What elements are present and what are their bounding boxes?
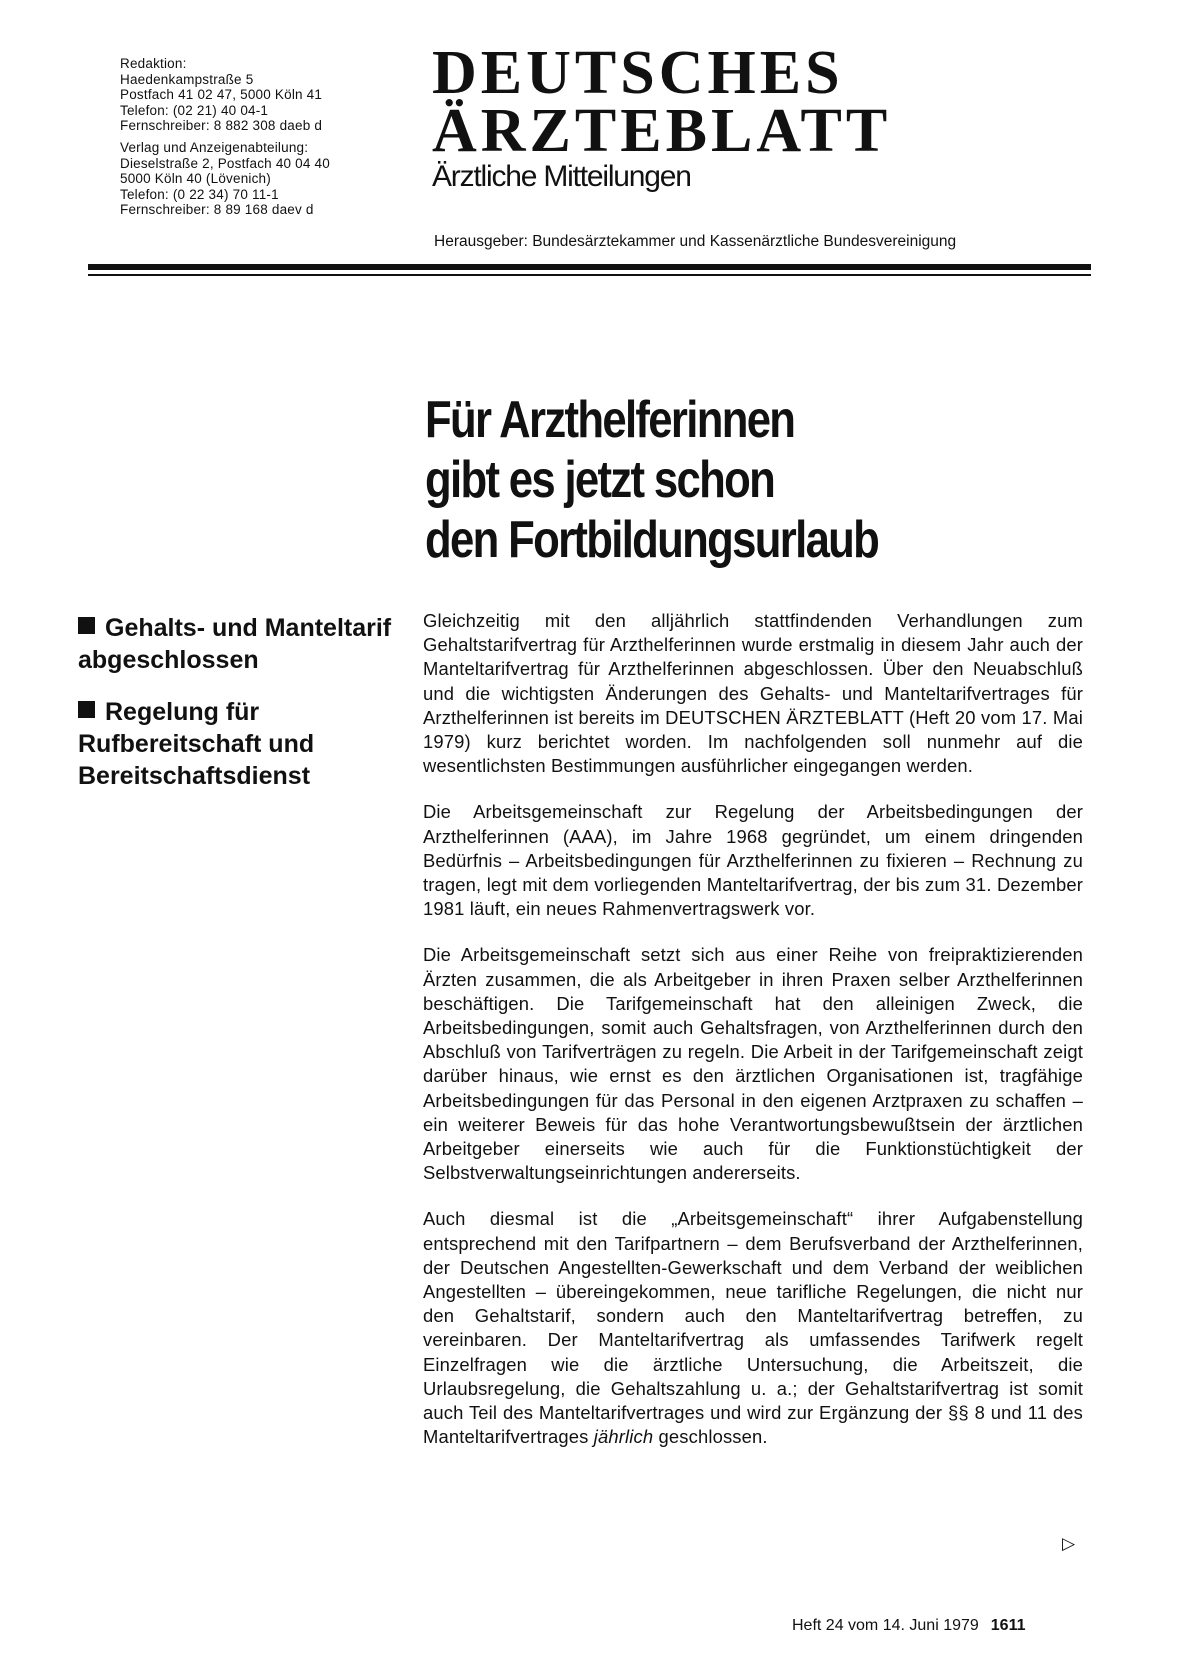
address-line: Dieselstraße 2, Postfach 40 04 40 <box>120 155 330 171</box>
contact-block <box>120 56 410 218</box>
masthead-title-line1: DEUTSCHES <box>432 39 844 107</box>
address-line: 5000 Köln 40 (Lövenich) <box>120 171 271 187</box>
summary-bullet <box>78 612 418 676</box>
continue-arrow-icon: ▷ <box>1062 1534 1076 1553</box>
page-number: 1611 <box>990 1617 1026 1634</box>
address-line: Telefon: (0 22 34) 70 11-1 <box>120 186 279 202</box>
summary-bullet <box>78 696 418 792</box>
summary-bullets <box>78 612 418 812</box>
body-text: Auch diesmal ist die „Arbeitsgemeinschaft“ ihrer Aufgabenstellung entsprechend mit den Tarifpartnern – dem Berufsverband der Arzthelferinnen, der Deutschen Angestellten-Gewerkschaft und dem Verband der weiblichen Angestellten – übereingekommen, neue tarifliche Regelungen, die nicht nur den Gehaltstarif, sondern auch den Manteltarifvertrag betreffen, zu vereinbaren. Der Manteltarifvertrag als umfassendes Tarifwerk regelt Einzelfragen wie die ärztliche Untersuchung, die Arbeitszeit, die Urlaubsregelung, die Gehaltszahlung u. a.; der Gehaltstarifvertrag ist somit auch Teil des Manteltarifvertrages und wird zur Ergänzung der §§ 8 und 11 des Manteltarifvertrages <box>423 1208 1083 1448</box>
headline-line: gibt es jetzt schon <box>425 451 775 509</box>
body-paragraph: Gleichzeitig mit den alljährlich stattfindenden Verhandlungen zum Gehaltstarifvertrag für Arzthelferinnen wurde erstmalig in diesem Jahr auch der Manteltarifvertrag für Arzthelferinnen abgeschlossen. Über den Neuabschluß und die wichtigsten Änderungen des Gehalts- und Manteltarifvertrages für Arzthelferinnen ist bereits im DEUTSCHEN ÄRZTEBLATT (Heft 20 vom 17. Mai 1979) kurz berichtet worden. Im nachfolgenden soll nunmehr auf die wesentlichsten Bestimmungen ausführlicher eingegangen werden. <box>423 610 1083 777</box>
headline-line: den Fortbildungsurlaub <box>425 511 879 569</box>
address-line: Postfach 41 02 47, 5000 Köln 41 <box>120 87 323 103</box>
address-line: Telefon: (02 21) 40 04-1 <box>120 102 269 118</box>
issue-info: Heft 24 vom 14. Juni 1979 <box>792 1617 979 1634</box>
masthead-subtitle: Ärztliche Mitteilungen <box>432 160 691 193</box>
bullet-square-icon <box>78 617 95 634</box>
bullet-text: Regelung für Rufbereitschaft und Bereitschaftsdienst <box>78 698 315 790</box>
bullet-square-icon <box>78 701 95 718</box>
address-line: Verlag und Anzeigenabteilung: <box>120 139 309 155</box>
body-paragraph: Die Arbeitsgemeinschaft zur Regelung der Arbeitsbedingungen der Arzthelferinnen (AAA), im Jahre 1968 gegründet, um einem dringenden Bedürfnis – Arbeitsbedingungen für Arzthelferinnen zu fixieren – Rechnung zu tragen, legt mit dem vorliegenden Manteltarifvertrag, der bis zum 31. Dezember 1981 läuft, ein neues Rahmenvertragswerk vor. <box>423 801 1083 920</box>
masthead-title-line2: ÄRZTEBLATT <box>432 97 892 165</box>
masthead-rule <box>88 264 1091 270</box>
body-italic: jährlich <box>593 1426 654 1448</box>
address-line: Redaktion: <box>120 56 187 71</box>
body-paragraph: Die Arbeitsgemeinschaft setzt sich aus einer Reihe von freipraktizierenden Ärzten zusammen, die als Arbeitgeber in ihren Praxen selber Arzthelferinnen beschäftigen. Die Tarifgemeinschaft hat den alleinigen Zweck, die Arbeitsbedingungen, somit auch Gehaltsfragen, von Arzthelferinnen durch den Abschluß von Tarifverträgen zu regeln. Die Arbeit in der Tarifgemeinschaft zeigt darüber hinaus, wie ernst es den ärztlichen Organisationen ist, tragfähige Arbeitsbedingungen für das Personal in den eigenen Arztpraxen zu schaffen – ein weiterer Beweis für das hohe Verantwortungsbewußtsein der ärztlichen Arbeitgeber einerseits wie auch für die Funktionstüchtigkeit der Selbstverwaltungseinrichtungen andererseits. <box>423 944 1083 1184</box>
masthead-rule-thin <box>88 274 1091 276</box>
masthead <box>432 39 1092 194</box>
article-body <box>423 609 1083 1472</box>
page-footer <box>792 1617 1026 1635</box>
article-headline <box>425 390 963 570</box>
address-line: Fernschreiber: 8 882 308 daeb d <box>120 118 323 134</box>
body-text: geschlossen. <box>653 1426 768 1448</box>
headline-line: Für Arzthelferinnen <box>425 391 795 449</box>
body-paragraph-last <box>423 1207 1083 1449</box>
address-line: Haedenkampstraße 5 <box>120 71 254 87</box>
publisher-line: Herausgeber: Bundesärztekammer und Kassenärztliche Bundesvereinigung <box>434 233 957 250</box>
bullet-text: Gehalts- und Manteltarif abgeschlossen <box>78 614 392 674</box>
address-line: Fernschreiber: 8 89 168 daev d <box>120 202 314 218</box>
